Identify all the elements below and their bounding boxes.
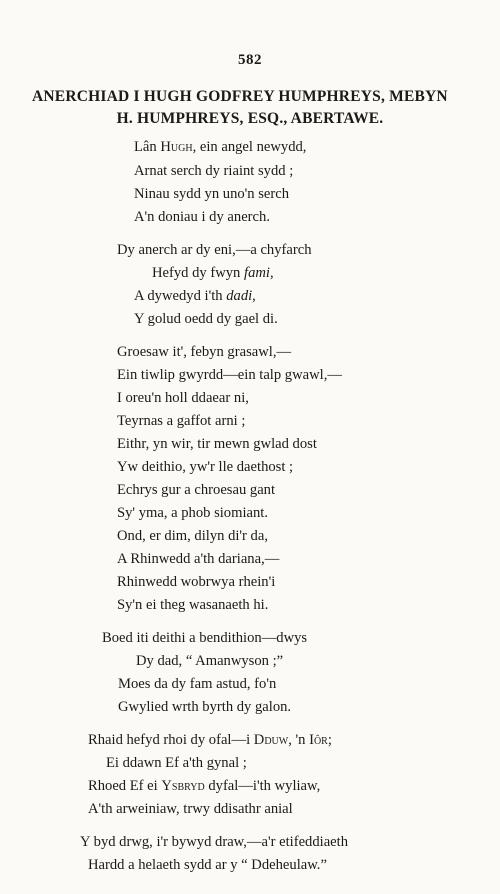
verse-line: Hardd a helaeth sydd ar y “ Ddeheulaw.” [88,857,327,873]
verse-line: Rhaid hefyd rhoi dy ofal—i Dduw, 'n Iôr; [88,732,332,748]
verse-line: A Rhinwedd a'th dariana,— [117,551,280,567]
verse-line: A dywedyd i'th dadi, [134,288,256,304]
poem-title-line-1: ANERCHIAD I HUGH GODFREY HUMPHREYS, MEBYN [32,88,448,105]
verse-line: Ei ddawn Ef a'th gynal ; [106,755,247,771]
verse-line: Gwylied wrth byrth dy galon. [118,699,292,715]
verse-line: Ond, er dim, dilyn di'r da, [117,528,268,544]
verse-line: Eithr, yn wir, tir mewn gwlad dost [117,436,317,452]
verse-line: Dy dad, “ Amanwyson ;” [136,653,284,669]
verse-line: Rhoed Ef ei Ysbryd dyfal—i'th wyliaw, [88,778,321,794]
verse-line: Arnat serch dy riaint sydd ; [134,163,294,179]
verse-line: Ninau sydd yn uno'n serch [134,186,290,202]
verse-line: A'n doniau i dy anerch. [134,209,270,225]
verse-line: Sy'n ei theg wasanaeth hi. [117,597,269,613]
verse-line: Ein tiwlip gwyrdd—ein talp gwawl,— [117,367,342,383]
verse-line: A'th arweiniaw, trwy ddisathr anial [88,801,293,817]
verse-line: I oreu'n holl ddaear ni, [117,390,249,406]
verse-line: Moes da dy fam astud, fo'n [118,676,277,692]
verse-line: Yw deithio, yw'r lle daethost ; [117,459,294,475]
verse-line: Echrys gur a chroesau gant [117,482,276,498]
verse-line: Sy' yma, a phob siomiant. [117,505,268,521]
verse-line: Boed iti deithi a bendithion—dwys [102,630,308,646]
verse-line: Groesaw it', febyn grasawl,— [117,344,292,360]
verse-line: Hefyd dy fwyn fami, [152,265,274,281]
verse-line: Lân Hugh, ein angel newydd, [134,139,307,155]
verse-line: Rhinwedd wobrwya rhein'i [117,574,276,590]
verse-line: Dy anerch ar dy eni,—a chyfarch [117,242,312,258]
verse-line: Y byd drwg, i'r bywyd draw,—a'r etifeddiaeth [80,834,349,850]
verse-line: Teyrnas a gaffot arni ; [117,413,246,429]
poem-title-line-2: H. HUMPHREYS, ESQ., ABERTAWE. [116,110,384,127]
verse-line: Y golud oedd dy gael di. [134,311,278,327]
page-number: 582 [238,52,262,68]
